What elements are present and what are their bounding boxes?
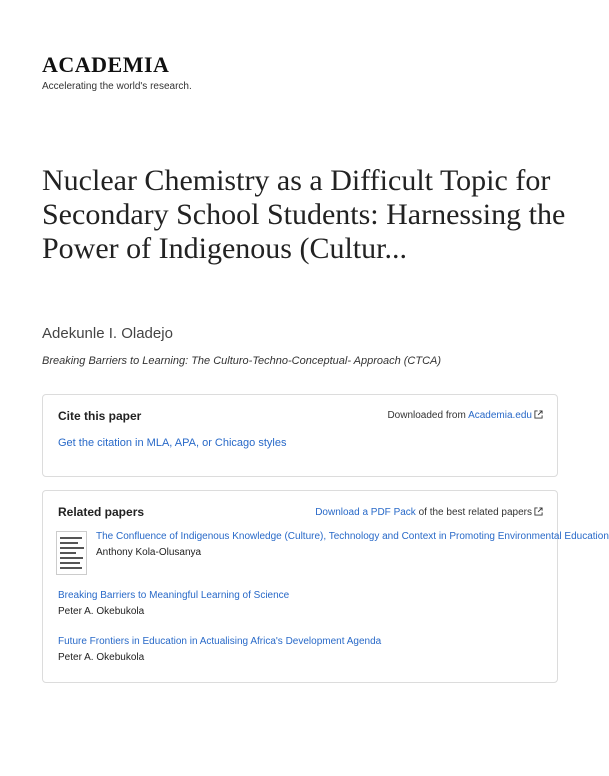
paper-journal: Breaking Barriers to Learning: The Culturo-Techno-Conceptual- Approach (CTCA) [42,355,442,367]
external-link-icon[interactable] [534,410,543,419]
external-link-icon[interactable] [534,507,543,516]
academia-edu-link[interactable]: Academia.edu [468,410,532,421]
related-paper-title[interactable]: Future Frontiers in Education in Actualising Africa's Development Agenda [58,636,382,647]
citation-styles-link[interactable]: Get the citation in MLA, APA, or Chicago styles [58,437,287,449]
cite-card [42,394,558,477]
pdf-pack-suffix: of the best related papers [415,507,532,518]
downloaded-from [387,410,543,421]
tagline: Accelerating the world's research. [42,81,192,92]
related-paper-title[interactable]: Breaking Barriers to Meaningful Learning of Science [58,590,290,601]
related-paper-title[interactable]: The Confluence of Indigenous Knowledge (Culture), Technology and Context in Promoting Environmental Education [96,531,609,542]
download-pdf-pack-link[interactable]: Download a PDF Pack [315,507,416,518]
academia-logo[interactable]: ACADEMIA [42,52,170,77]
related-papers-card [42,490,609,683]
related-heading: Related papers [58,505,145,519]
related-paper-author: Peter A. Okebukola [58,652,145,663]
related-paper-author: Anthony Kola-Olusanya [96,547,202,558]
related-paper-author: Peter A. Okebukola [58,606,145,617]
related-paper-item [58,590,548,617]
paper-thumbnail[interactable] [56,531,87,575]
paper-title: Nuclear Chemistry as a Difficult Topic for Secondary School Students: Harnessing the Power of Indigenous (Cultur... [42,164,566,265]
downloaded-prefix: Downloaded from [387,410,469,421]
cite-heading: Cite this paper [58,409,142,423]
pdf-pack [315,507,543,518]
paper-author: Adekunle I. Oladejo [42,325,173,342]
related-paper-item [58,636,548,663]
